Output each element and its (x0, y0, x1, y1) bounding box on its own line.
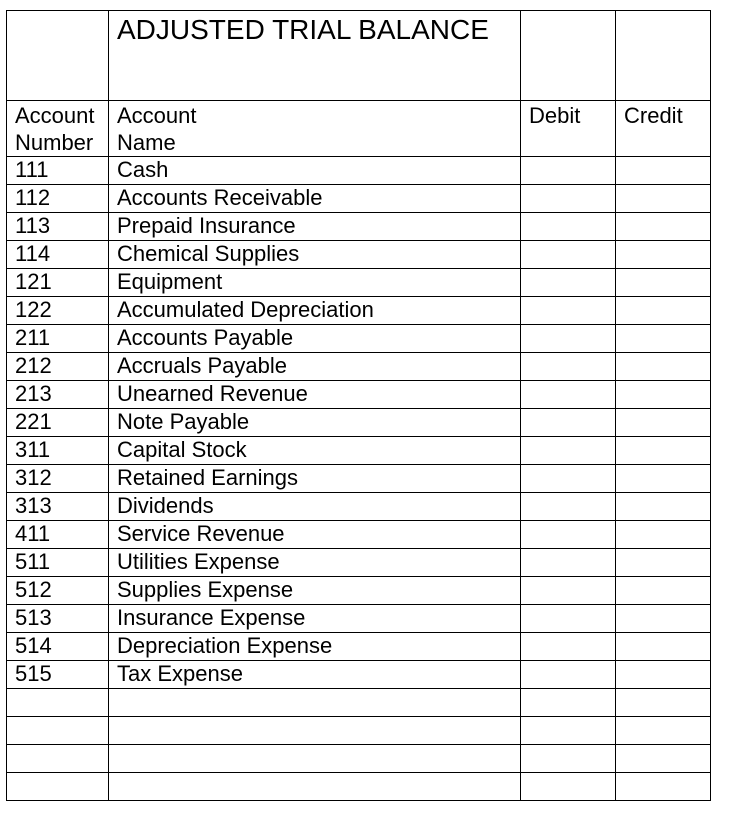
blank-number-cell (7, 773, 109, 801)
table-row (7, 269, 711, 297)
blank-row (7, 689, 711, 717)
table-row (7, 157, 711, 185)
blank-number-cell (7, 745, 109, 773)
credit-cell[interactable] (616, 213, 711, 241)
table-row (7, 297, 711, 325)
debit-cell[interactable] (521, 577, 616, 605)
header-credit: Credit (616, 101, 711, 157)
table-row (7, 241, 711, 269)
debit-cell[interactable] (521, 409, 616, 437)
account-number-cell: 212 (7, 353, 109, 381)
account-number-cell: 515 (7, 661, 109, 689)
account-number-cell: 311 (7, 437, 109, 465)
account-name-cell: Capital Stock (109, 437, 521, 465)
credit-cell[interactable] (616, 633, 711, 661)
debit-cell[interactable] (521, 325, 616, 353)
blank-row (7, 717, 711, 745)
debit-cell[interactable] (521, 437, 616, 465)
debit-cell[interactable] (521, 605, 616, 633)
table-row (7, 549, 711, 577)
account-number-cell: 512 (7, 577, 109, 605)
table-row (7, 661, 711, 689)
table-row (7, 493, 711, 521)
blank-credit-cell[interactable] (616, 773, 711, 801)
debit-cell[interactable] (521, 353, 616, 381)
debit-cell[interactable] (521, 213, 616, 241)
credit-cell[interactable] (616, 493, 711, 521)
credit-cell[interactable] (616, 409, 711, 437)
account-number-cell: 312 (7, 465, 109, 493)
credit-cell[interactable] (616, 241, 711, 269)
debit-cell[interactable] (521, 157, 616, 185)
account-number-cell: 313 (7, 493, 109, 521)
account-name-cell: Cash (109, 157, 521, 185)
account-name-cell: Accruals Payable (109, 353, 521, 381)
credit-cell[interactable] (616, 325, 711, 353)
credit-cell[interactable] (616, 605, 711, 633)
table-row (7, 409, 711, 437)
blank-name-cell (109, 745, 521, 773)
blank-credit-cell[interactable] (616, 717, 711, 745)
account-number-cell: 411 (7, 521, 109, 549)
account-number-cell: 111 (7, 157, 109, 185)
header-account-number (7, 101, 109, 157)
blank-number-cell (7, 717, 109, 745)
credit-cell[interactable] (616, 185, 711, 213)
account-number-cell: 121 (7, 269, 109, 297)
table-row (7, 465, 711, 493)
account-name-cell: Accounts Receivable (109, 185, 521, 213)
header-account-name-line-1: Account (117, 103, 197, 128)
blank-debit-cell[interactable] (521, 717, 616, 745)
header-account-name (109, 101, 521, 157)
table-row (7, 213, 711, 241)
account-name-cell: Insurance Expense (109, 605, 521, 633)
account-name-cell: Service Revenue (109, 521, 521, 549)
header-row (7, 101, 711, 157)
title-blank-cell-number (7, 11, 109, 101)
credit-cell[interactable] (616, 157, 711, 185)
credit-cell[interactable] (616, 269, 711, 297)
table-row (7, 437, 711, 465)
account-name-cell: Prepaid Insurance (109, 213, 521, 241)
account-name-cell: Accounts Payable (109, 325, 521, 353)
header-account-name-line-2: Name (117, 130, 176, 155)
blank-credit-cell[interactable] (616, 689, 711, 717)
credit-cell[interactable] (616, 353, 711, 381)
blank-debit-cell[interactable] (521, 689, 616, 717)
header-account-number-line-2: Number (15, 130, 94, 155)
header-debit: Debit (521, 101, 616, 157)
blank-row (7, 773, 711, 801)
debit-cell[interactable] (521, 241, 616, 269)
debit-cell[interactable] (521, 521, 616, 549)
blank-credit-cell[interactable] (616, 745, 711, 773)
debit-cell[interactable] (521, 633, 616, 661)
account-name-cell: Dividends (109, 493, 521, 521)
account-name-cell: Depreciation Expense (109, 633, 521, 661)
credit-cell[interactable] (616, 549, 711, 577)
debit-cell[interactable] (521, 549, 616, 577)
account-number-cell: 221 (7, 409, 109, 437)
debit-cell[interactable] (521, 185, 616, 213)
account-number-cell: 113 (7, 213, 109, 241)
account-number-cell: 213 (7, 381, 109, 409)
table-row (7, 381, 711, 409)
blank-debit-cell[interactable] (521, 773, 616, 801)
blank-number-cell (7, 689, 109, 717)
header-account-number-line-1: Account (15, 103, 95, 128)
account-name-cell: Supplies Expense (109, 577, 521, 605)
blank-name-cell (109, 773, 521, 801)
credit-cell[interactable] (616, 661, 711, 689)
debit-cell[interactable] (521, 381, 616, 409)
title-blank-cell-debit (521, 11, 616, 101)
table-row (7, 185, 711, 213)
blank-row (7, 745, 711, 773)
table-row (7, 325, 711, 353)
account-name-cell: Note Payable (109, 409, 521, 437)
debit-cell[interactable] (521, 297, 616, 325)
credit-cell[interactable] (616, 381, 711, 409)
account-name-cell: Equipment (109, 269, 521, 297)
table-row (7, 605, 711, 633)
account-number-cell: 513 (7, 605, 109, 633)
account-name-cell: Tax Expense (109, 661, 521, 689)
credit-cell[interactable] (616, 521, 711, 549)
blank-name-cell (109, 689, 521, 717)
table-row (7, 633, 711, 661)
title-row (7, 11, 711, 101)
table-row (7, 353, 711, 381)
credit-cell[interactable] (616, 465, 711, 493)
title-blank-cell-credit (616, 11, 711, 101)
account-number-cell: 511 (7, 549, 109, 577)
account-name-cell: Unearned Revenue (109, 381, 521, 409)
credit-cell[interactable] (616, 297, 711, 325)
credit-cell[interactable] (616, 437, 711, 465)
table-row (7, 577, 711, 605)
account-number-cell: 514 (7, 633, 109, 661)
debit-cell[interactable] (521, 465, 616, 493)
debit-cell[interactable] (521, 269, 616, 297)
account-number-cell: 122 (7, 297, 109, 325)
account-number-cell: 112 (7, 185, 109, 213)
account-name-cell: Retained Earnings (109, 465, 521, 493)
adjusted-trial-balance-table (6, 10, 711, 801)
debit-cell[interactable] (521, 661, 616, 689)
account-name-cell: Accumulated Depreciation (109, 297, 521, 325)
account-name-cell: Chemical Supplies (109, 241, 521, 269)
credit-cell[interactable] (616, 577, 711, 605)
table-row (7, 521, 711, 549)
debit-cell[interactable] (521, 493, 616, 521)
blank-name-cell (109, 717, 521, 745)
account-name-cell: Utilities Expense (109, 549, 521, 577)
table-body (7, 11, 711, 801)
account-number-cell: 114 (7, 241, 109, 269)
table-title: ADJUSTED TRIAL BALANCE (109, 11, 521, 101)
blank-debit-cell[interactable] (521, 745, 616, 773)
account-number-cell: 211 (7, 325, 109, 353)
